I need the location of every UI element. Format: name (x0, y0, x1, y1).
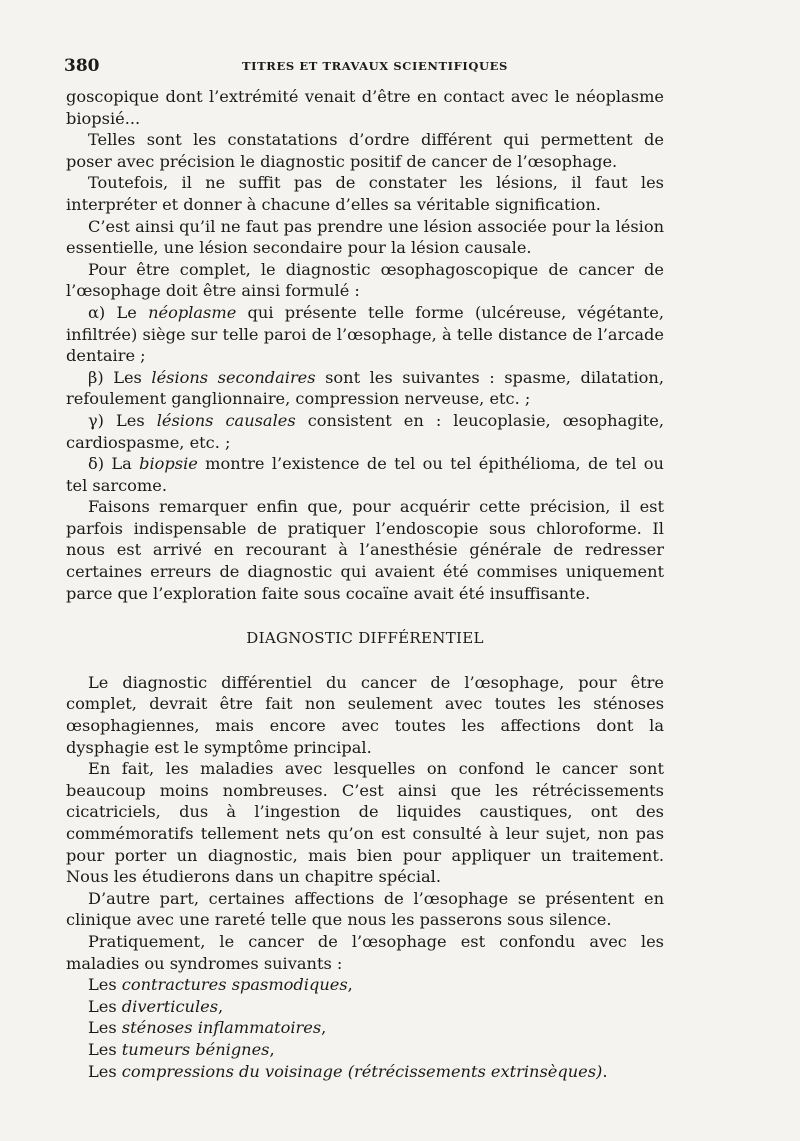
item-marker: α) (88, 302, 106, 322)
paragraph: D’autre part, certaines affections de l’œsophage se présentent en clinique avec une rareté telle que nous les passerons sous silence. (66, 888, 664, 930)
item-prefix: Les (88, 975, 117, 995)
body-text (66, 86, 664, 1082)
item-punct: , (321, 1018, 327, 1038)
running-title: TITRES ET TRAVAUX SCIENTIFIQUES (242, 59, 508, 73)
list-item (66, 996, 664, 1018)
item-text: qui présente telle forme (ulcéreuse, végétante, infiltrée) siège sur telle paroi de l’œsophage, à telle distance de l’arcade dentaire ; (66, 302, 665, 366)
item-marker: β) (88, 367, 104, 387)
item-term: lésions secondaires (151, 367, 316, 387)
item-prefix: Les (88, 996, 117, 1016)
item-punct: , (269, 1039, 275, 1059)
item-prefix: Les (88, 1018, 117, 1038)
item-prefix: Les (116, 410, 145, 430)
paragraph: Pour être complet, le diagnostic œsophagoscopique de cancer de l’œsophage doit être ainsi formulé : (66, 259, 664, 301)
formula-item-gamma (66, 410, 664, 453)
item-prefix: Le (116, 302, 137, 322)
page-number: 380 (64, 56, 100, 76)
item-text: montre l’existence de tel ou tel épithélioma, de tel ou tel sarcome. (66, 454, 664, 495)
differential-list (66, 974, 664, 1082)
paragraph: En fait, les maladies avec lesquelles on confond le cancer sont beaucoup moins nombreuses. C’est ainsi que les rétrécissements cicatriciels, dus à l’ingestion de liquides caustiques, ont des commémoratifs tellement nets qu’on est consulté à leur sujet, non pas pour porter un diagnostic, mais bien pour appliquer un traitement. Nous les étudierons dans un chapitre spécial. (66, 759, 664, 887)
item-term: contractures spasmodiques (121, 975, 348, 995)
list-item (66, 974, 664, 996)
item-prefix: Les (88, 1039, 117, 1059)
paragraph: Telles sont les constatations d’ordre différent qui permettent de poser avec précision le diagnostic positif de cancer de l’œsophage. (66, 130, 664, 171)
item-text: consistent en : leucoplasie, œsophagite, cardiospasme, etc. ; (66, 410, 665, 452)
item-punct: , (347, 975, 353, 995)
list-item (66, 1061, 664, 1083)
list-item (66, 1017, 664, 1039)
formula-item-delta (66, 453, 664, 496)
item-term: compressions du voisinage (rétrécissements extrinsèques) (121, 1061, 603, 1081)
item-prefix: La (111, 454, 132, 474)
item-term: sténoses inflammatoires (121, 1018, 322, 1038)
item-term: tumeurs bénignes (121, 1039, 270, 1059)
paragraph: C’est ainsi qu’il ne faut pas prendre une lésion associée pour la lésion essentielle, une lésion secondaire pour la lésion causale. (66, 216, 664, 258)
formula-item-alpha (66, 302, 664, 367)
item-marker: δ) (88, 454, 105, 474)
paragraph: Toutefois, il ne suffit pas de constater les lésions, il faut les interpréter et donner à chacune d’elles sa véritable signification. (66, 173, 664, 214)
paragraph: Faisons remarquer enfin que, pour acquérir cette précision, il est parfois indispensable de pratiquer l’endoscopie sous chloroforme. Il nous est arrivé en recourant à l’anesthésie générale de redresser certaines erreurs de diagnostic qui avaient été commises uniquement parce que l’exploration faite sous cocaïne avait été insuffisante. (66, 497, 664, 603)
item-text: sont les suivantes : spasme, dilatation, refoulement ganglionnaire, compression nerveuse, etc. ; (66, 367, 664, 409)
item-term: diverticules (121, 996, 219, 1016)
item-term: néoplasme (148, 302, 237, 322)
item-prefix: Les (113, 367, 142, 387)
paragraph: Le diagnostic différentiel du cancer de l’œsophage, pour être complet, devrait être fait non seulement avec toutes les sténoses œsophagiennes, mais encore avec toutes les affections dont la dysphagie est le symptôme principal. (66, 672, 664, 757)
item-marker: γ) (88, 410, 104, 430)
item-prefix: Les (88, 1061, 117, 1081)
list-item (66, 1039, 664, 1061)
paragraph: goscopique dont l’extrémité venait d’être en contact avec le néoplasme biopsié... (66, 87, 664, 128)
running-head (64, 56, 664, 78)
item-punct: . (602, 1061, 608, 1081)
item-term: biopsie (139, 454, 198, 474)
paragraph: Pratiquement, le cancer de l’œsophage est confondu avec les maladies ou syndromes suivants : (66, 931, 664, 973)
section-heading: DIAGNOSTIC DIFFÉRENTIEL (246, 629, 484, 648)
item-term: lésions causales (156, 410, 296, 430)
formula-item-beta (66, 367, 664, 410)
item-punct: , (218, 996, 224, 1016)
